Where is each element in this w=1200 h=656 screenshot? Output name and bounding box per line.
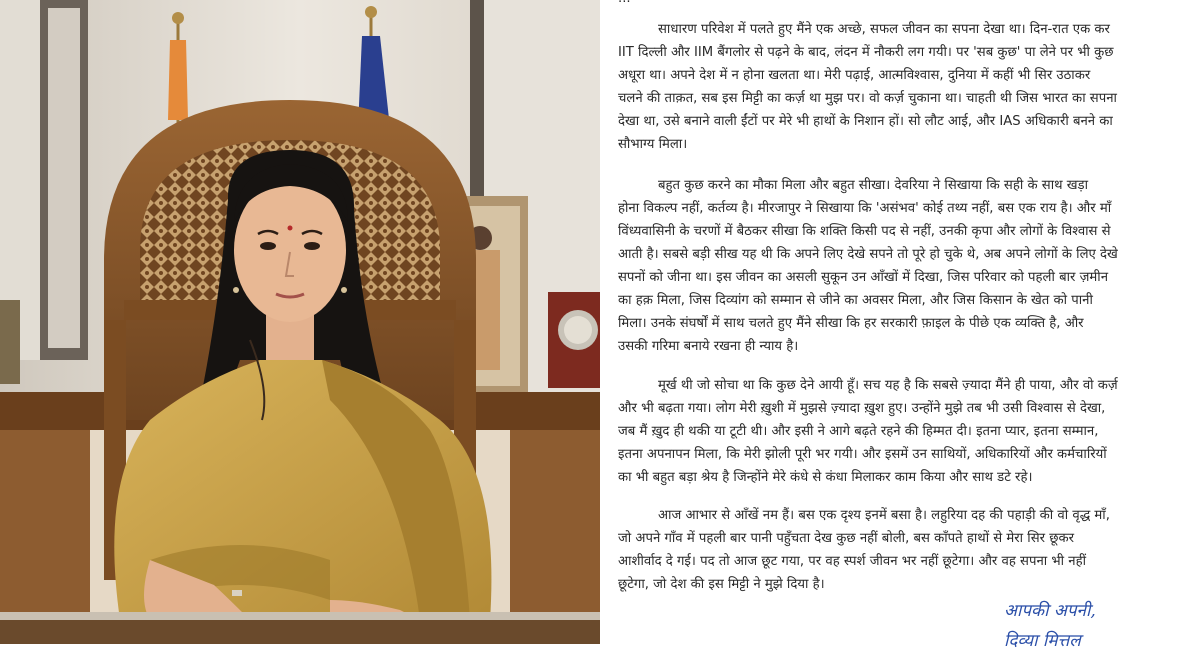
letter-line: चलने की ताक़त, सब इस मिट्टी का कर्ज़ था मुझ पर। वो कर्ज़ चुकाना था। चाहती थी जिस भारत का सपना	[618, 91, 1117, 106]
letter-line: आशीर्वाद दे गई। पद तो आज छूट गया, पर वह स्पर्श जीवन भर नहीं छूटेगा। और वह सपना भी नहीं	[618, 554, 1086, 569]
portrait-illustration	[0, 0, 600, 644]
letter-line: आज आभार से आँखें नम हैं। बस एक दृश्य इनमें बसा है। लहुरिया दह की पहाड़ी की वो वृद्ध माँ,	[658, 508, 1110, 523]
letter-line: का हक़ मिला, जिस दिव्यांग को सम्मान से जीने का अवसर मिला, और जिस किसान के खेत को पानी	[618, 293, 1093, 308]
letter-line: सपनों को जीना था। इस जीवन का असली सुकून उन आँखों में दिखा, जिस परिवार को पहली बार ज़मीन	[618, 270, 1109, 285]
letter-line: आती है। सबसे बड़ी सीख यह थी कि अपने लिए देखे सपने तो पूरे हो चुके थे, अब अपने लोगों के लिए देखे	[618, 247, 1118, 262]
letter-paragraph-3	[618, 374, 1174, 489]
official-portrait-photo	[0, 0, 600, 644]
letter-line: विंध्यवासिनी के चरणों में बैठकर सीखा कि शक्ति किसी पद से नहीं, उनकी कृपा और लोगों के विश्वास से	[618, 224, 1111, 239]
letter-line: बहुत कुछ करने का मौका मिला और बहुत सीखा। देवरिया ने सिखाया कि सही के साथ खड़ा	[658, 178, 1088, 193]
letter-line: जब मैं ख़ुद ही थकी या टूटी थी। और इसी ने आगे बढ़ते रहने की हिम्मत दी। इतना प्यार, इतना सम्मान,	[618, 424, 1099, 439]
signature-closing: आपकी अपनी,	[1004, 601, 1096, 621]
letter-line: और भी बढ़ता गया। लोग मेरी ख़ुशी में मुझसे ज़्यादा ख़ुश हुए। उन्होंने मुझे तब भी उसी विश्वास से देखा,	[618, 401, 1106, 416]
indian-flag	[168, 40, 188, 120]
letter-line: का भी बहुत बड़ा श्रेय है जिन्होंने मेरे कंधे से कंधा मिलाकर काम किया और साथ डटे रहे।	[618, 470, 1033, 485]
office-desk	[0, 618, 600, 644]
letter-line: सौभाग्य मिला।	[618, 137, 688, 152]
farewell-letter	[600, 0, 1200, 651]
letter-line: उसकी गरिमा बनाये रखना ही न्याय है।	[618, 339, 799, 354]
letter-line: अधूरा था। अपने देश में न होना खलता था। मेरी पढ़ाई, आत्मविश्वास, दुनिया में कहीं भी सिर उठाकर	[618, 68, 1091, 83]
letter-line: छूटेगा, जो देश की इस मिट्टी ने मुझे दिया है।	[618, 577, 825, 592]
eye-right	[304, 242, 320, 250]
letter-paragraph-2	[618, 174, 1174, 358]
letter-line: इतना अपनापन मिला, कि मेरी झोली पूरी भर गयी। और इसमें उन साथियों, अधिकारियों और कर्मचारियों	[618, 447, 1107, 462]
cut-off-top-line	[618, 0, 1174, 10]
letter-paragraph-1	[618, 18, 1174, 156]
signature-name: दिव्या मित्तल	[1004, 631, 1081, 651]
letter-line: जो अपने गाँव में पहली बार पानी पहुँचता देख कुछ नहीं बोली, बस काँपते हाथों से मेरा सिर छूकर	[618, 531, 1074, 546]
letter-line: मिला। उनके संघर्षों में साथ चलते हुए मैंने सीखा कि हर सरकारी फ़ाइल के पीछे एक व्यक्ति है, और	[618, 316, 1084, 331]
letter-line: देखा था, उसे बनाने वाली ईंटों पर मेरे भी हाथों के निशान हों। सो लौट आई, और IAS अधिकारी बनने का	[618, 114, 1113, 129]
letter-line: मूर्ख थी जो सोचा था कि कुछ देने आयी हूँ। सच यह है कि सबसे ज़्यादा मैंने ही पाया, और वो कर्ज़	[658, 378, 1118, 393]
eye-left	[260, 242, 276, 250]
handwritten-signature	[1004, 596, 1194, 656]
flag-pole-finial	[172, 12, 184, 24]
award-trophy-left	[0, 300, 20, 384]
letter-line: होना विकल्प नहीं, कर्तव्य है। मीरजापुर ने सिखाया कि 'असंभव' कोई तथ्य नहीं, बस एक राय है। और माँ	[618, 201, 1112, 216]
bindi	[288, 226, 293, 231]
letter-line: साधारण परिवेश में पलते हुए मैंने एक अच्छे, सफल जीवन का सपना देखा था। दिन-रात एक कर	[658, 22, 1110, 37]
letter-line: IIT दिल्ली और IIM बैंगलोर से पढ़ने के बाद, लंदन में नौकरी लग गयी। पर 'सब कुछ' पा लेने पर भी कुछ	[618, 45, 1114, 60]
letter-paragraph-4	[618, 504, 1174, 596]
